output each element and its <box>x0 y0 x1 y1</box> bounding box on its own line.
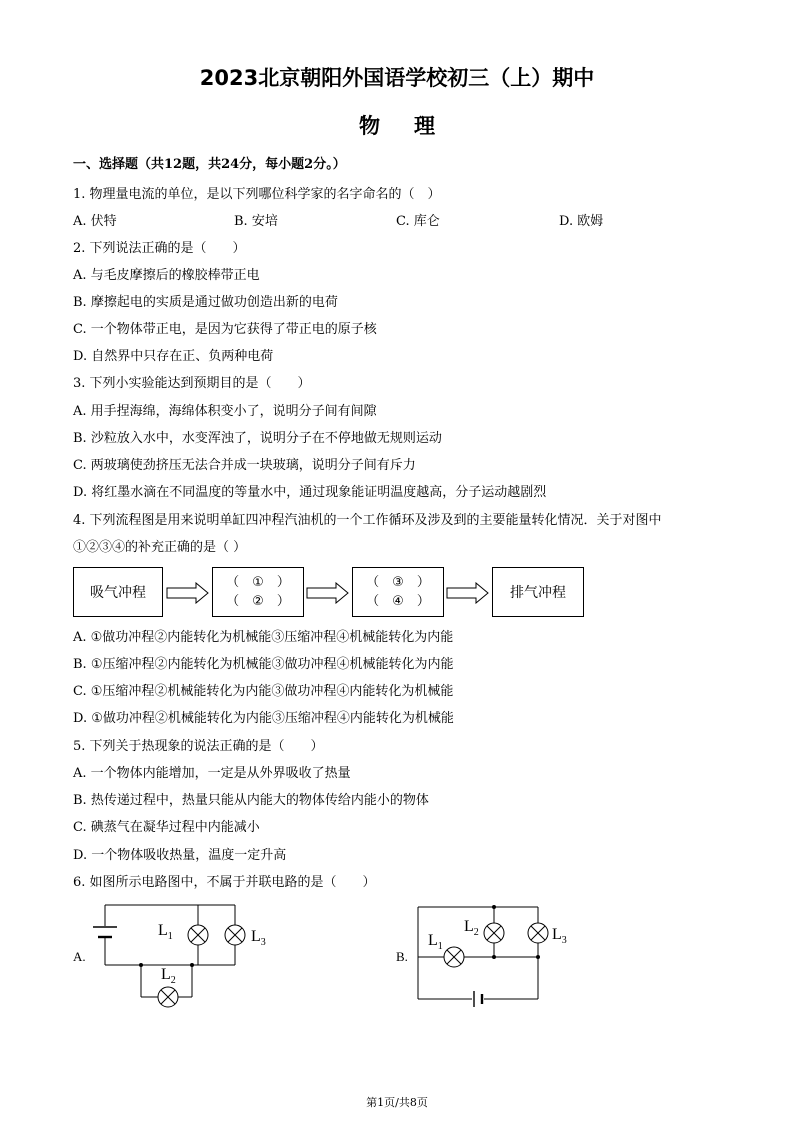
q4-option-b: B. ①压缩冲程②内能转化为机械能③做功冲程④机械能转化为内能 <box>73 657 454 672</box>
page-title: 2023北京朝阳外国语学校初三（上）期中 <box>199 66 595 90</box>
circuit-a-l3: $L_3$ <box>251 928 266 948</box>
circuit-b-l3: $L_3$ <box>552 926 567 946</box>
circuit-a-l2: $L_2$ <box>161 966 176 986</box>
q3-option-c: C. 两玻璃使劲挤压无法合并成一块玻璃，说明分子间有斥力 <box>73 458 416 473</box>
section-heading: 一、选择题（共12题，共24分，每小题2分。） <box>73 157 346 172</box>
question-4-stem-line2: ①②③④的补充正确的是（ ） <box>73 540 247 555</box>
question-3-stem: 3. 下列小实验能达到预期目的是（ ） <box>73 376 311 391</box>
circuit-a-label: A. <box>73 949 86 964</box>
page-subtitle: 物理 <box>359 114 469 138</box>
question-2-stem: 2. 下列说法正确的是（ ） <box>73 241 246 256</box>
flow-blank-3: （ ③ ） <box>366 575 430 590</box>
q1-option-c: C. 库仑 <box>396 214 440 229</box>
question-6-stem: 6. 如图所示电路图中，不属于并联电路的是（ ） <box>73 875 376 890</box>
circuit-a-l1: $L_1$ <box>158 922 173 942</box>
q2-option-c: C. 一个物体带正电，是因为它获得了带正电的原子核 <box>73 322 377 337</box>
flow-arrow-2 <box>306 582 350 604</box>
flow-box-intake-label: 吸气冲程 <box>90 585 146 601</box>
q4-option-a: A. ①做功冲程②内能转化为机械能③压缩冲程④机械能转化为内能 <box>73 630 454 645</box>
flow-box-intake <box>73 567 163 617</box>
q1-option-b: B. 安培 <box>234 214 278 229</box>
q5-option-a: A. 一个物体内能增加，一定是从外界吸收了热量 <box>73 766 351 781</box>
q4-option-c: C. ①压缩冲程②机械能转化为内能③做功冲程④内能转化为机械能 <box>73 684 454 699</box>
q3-option-a: A. 用手捏海绵，海绵体积变小了，说明分子间有间隙 <box>73 404 377 419</box>
question-1-stem: 1. 物理量电流的单位，是以下列哪位科学家的名字命名的（ ） <box>73 187 441 202</box>
q3-option-d: D. 将红墨水滴在不同温度的等量水中，通过现象能证明温度越高，分子运动越剧烈 <box>73 485 547 500</box>
flow-blank-2: （ ② ） <box>226 594 290 609</box>
circuit-b-l1: $L_1$ <box>428 932 443 952</box>
question-4-stem-line1: 4. 下列流程图是用来说明单缸四冲程汽油机的一个工作循环及涉及到的主要能量转化情况．关于对图中 <box>73 513 662 528</box>
page-footer: 第1页/共8页 <box>366 1096 428 1109</box>
circuit-b-l2: $L_2$ <box>464 918 479 938</box>
flow-box-exhaust <box>492 567 584 617</box>
flow-arrow-1 <box>166 582 210 604</box>
flow-blank-4: （ ④ ） <box>366 594 430 609</box>
q5-option-b: B. 热传递过程中，热量只能从内能大的物体传给内能小的物体 <box>73 793 429 808</box>
flow-box-2 <box>212 567 304 617</box>
q2-option-b: B. 摩擦起电的实质是通过做功创造出新的电荷 <box>73 295 338 310</box>
q4-option-d: D. ①做功冲程②机械能转化为内能③压缩冲程④内能转化为机械能 <box>73 711 454 726</box>
q2-option-d: D. 自然界中只存在正、负两种电荷 <box>73 349 274 364</box>
question-5-stem: 5. 下列关于热现象的说法正确的是（ ） <box>73 739 324 754</box>
q1-option-d: D. 欧姆 <box>559 214 604 229</box>
q1-option-a: A. 伏特 <box>73 214 117 229</box>
flow-box-exhaust-label: 排气冲程 <box>510 585 566 601</box>
flow-box-3 <box>352 567 444 617</box>
circuit-b <box>390 905 590 1015</box>
flow-blank-1: （ ① ） <box>226 575 290 590</box>
circuit-b-label: B. <box>396 949 408 964</box>
q5-option-c: C. 碘蒸气在凝华过程中内能减小 <box>73 820 260 835</box>
q2-option-a: A. 与毛皮摩擦后的橡胶棒带正电 <box>73 268 260 283</box>
circuit-a <box>65 895 295 1015</box>
flow-arrow-3 <box>446 582 490 604</box>
q3-option-b: B. 沙粒放入水中，水变浑浊了，说明分子在不停地做无规则运动 <box>73 431 442 446</box>
q5-option-d: D. 一个物体吸收热量，温度一定升高 <box>73 848 287 863</box>
